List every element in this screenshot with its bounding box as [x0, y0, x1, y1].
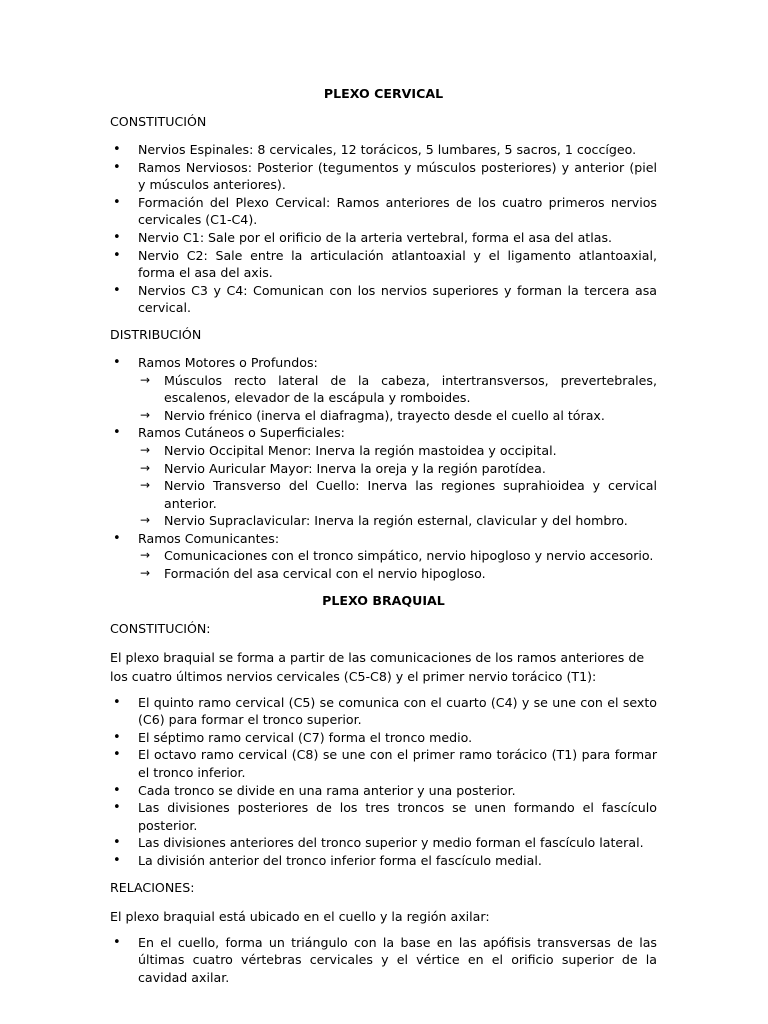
cervical-distribucion-list	[110, 354, 657, 583]
arrow-right-icon: →	[140, 442, 151, 457]
arrow-right-icon: →	[140, 407, 151, 422]
list-item: • En el cuello, forma un triángulo con la base en las apófisis transversas de las últimas cuatro vértebras cervicales y el vértice en el orificio superior de la cavidad axilar.	[113, 934, 657, 985]
bullet-icon: •	[113, 354, 121, 370]
arrow-right-icon: →	[140, 513, 151, 528]
heading-constitucion-braquial: CONSTITUCIÓN:	[110, 620, 211, 636]
bullet-icon: •	[113, 142, 121, 157]
heading-distribucion: DISTRIBUCIÓN	[110, 326, 202, 342]
list-item: • Las divisiones posteriores de los tres troncos se unen formando el fascículo posterior.	[113, 800, 657, 833]
arrow-right-icon: →	[140, 478, 151, 493]
list-item: • Nervio C2: Sale entre la articulación atlantoaxial y el ligamento atlantoaxial, forma el asa del axis.	[113, 247, 657, 281]
list-item: • Formación del Plexo Cervical: Ramos anteriores de los cuatro primeros nervios cervicales (C1-C4).	[113, 194, 657, 228]
sub-list-item: → Nervio Auricular Mayor: Inerva la oreja y la región parotídea.	[140, 460, 546, 476]
paragraph-relaciones-intro: El plexo braquial está ubicado en el cuello y la región axilar:	[110, 908, 490, 924]
list-item: • Nervio C1: Sale por el orificio de la arteria vertebral, forma el asa del atlas.	[113, 229, 613, 245]
paragraph-braquial-intro: El plexo braquial se forma a partir de las comunicaciones de los ramos anteriores de los cuatro últimos nervios cervicales (C5-C8) y el primer nervio torácico (T1):	[110, 649, 645, 684]
bullet-icon: •	[113, 282, 121, 298]
bullet-icon: •	[113, 159, 121, 175]
cervical-constitucion-list	[110, 141, 657, 317]
bullet-icon: •	[113, 800, 121, 816]
arrow-right-icon: →	[140, 372, 151, 387]
bullet-icon: •	[113, 835, 121, 851]
list-item: • La división anterior del tronco inferior forma el fascículo medial.	[113, 853, 542, 868]
bullet-icon: •	[113, 934, 121, 950]
list-item: • El quinto ramo cervical (C5) se comunica con el cuarto (C4) y se une con el sexto (C6) para formar el tronco superior.	[113, 694, 657, 728]
list-item: • El octavo ramo cervical (C8) se une con el primer ramo torácico (T1) para formar el tronco inferior.	[113, 747, 657, 781]
bullet-icon: •	[113, 229, 121, 245]
list-item: • Ramos Nerviosos: Posterior (tegumentos y músculos posteriores) y anterior (piel y músculos anteriores).	[113, 159, 657, 193]
sub-list	[138, 547, 657, 582]
sub-list	[138, 372, 657, 425]
bullet-icon: •	[113, 782, 121, 798]
list-item: • Ramos Motores o Profundos: → Músculos recto lateral de la cabeza, intertransversos, prevertebrales, escalenos, elevador de la escápula y romboides. → Nervio frénico (inerva el diafragma), trayecto desde el cuello al tórax.	[110, 354, 657, 424]
list-item: • Ramos Cutáneos o Superficiales: → Nervio Occipital Menor: Inerva la región mastoidea y occipital. → Nervio Auricular Mayor: Inerva la oreja y la región parotídea. → Nervio Transverso del Cuello: Inerva las regiones suprahioidea y cervical anterior. → Nervio Supraclavicular: Inerva la región esternal, clavicular y del hombro.	[110, 424, 657, 530]
sub-list	[138, 442, 657, 530]
sub-list-item: → Comunicaciones con el tronco simpático, nervio hipogloso y nervio accesorio.	[140, 548, 654, 564]
heading-constitucion-cervical: CONSTITUCIÓN	[110, 114, 207, 129]
arrow-right-icon: →	[140, 566, 151, 581]
list-item: • Ramos Comunicantes: → Comunicaciones con el tronco simpático, nervio hipogloso y nervio accesorio. → Formación del asa cervical con el nervio hipogloso.	[110, 530, 657, 583]
section-title-cervical: PLEXO CERVICAL	[323, 86, 444, 101]
bullet-icon: •	[113, 425, 121, 441]
list-item: • Nervios C3 y C4: Comunican con los nervios superiores y forman la tercera asa cervical.	[113, 282, 657, 316]
heading-relaciones: RELACIONES:	[110, 879, 195, 895]
document-body	[110, 84, 657, 994]
arrow-right-icon: →	[140, 548, 151, 563]
list-item: • Las divisiones anteriores del tronco superior y medio forman el fascículo lateral.	[113, 835, 644, 851]
bullet-icon: •	[113, 747, 121, 763]
bullet-icon: •	[113, 694, 121, 710]
list-item: • Nervios Espinales: 8 cervicales, 12 torácicos, 5 lumbares, 5 sacros, 1 coccígeo.	[113, 142, 637, 157]
bullet-icon: •	[113, 530, 121, 546]
braquial-relaciones-list	[110, 934, 657, 987]
bullet-icon: •	[113, 853, 121, 868]
sub-list-item: → Nervio Supraclavicular: Inerva la región esternal, clavicular y del hombro.	[140, 513, 628, 529]
bullet-icon: •	[113, 729, 121, 745]
sub-list-item: → Nervio Occipital Menor: Inerva la región mastoidea y occipital.	[140, 442, 557, 458]
sub-list-item: → Formación del asa cervical con el nervio hipogloso.	[140, 566, 486, 582]
braquial-constitucion-list	[110, 694, 657, 870]
list-item: • El séptimo ramo cervical (C7) forma el tronco medio.	[113, 729, 473, 745]
section-title-braquial: PLEXO BRAQUIAL	[322, 592, 445, 608]
list-item: • Cada tronco se divide en una rama anterior y una posterior.	[113, 782, 516, 798]
bullet-icon: •	[113, 247, 121, 263]
sub-list-item: → Nervio frénico (inerva el diafragma), trayecto desde el cuello al tórax.	[140, 407, 605, 423]
bullet-icon: •	[113, 194, 121, 210]
sub-list-item: → Nervio Transverso del Cuello: Inerva las regiones suprahioidea y cervical anterior.	[140, 478, 657, 511]
arrow-right-icon: →	[140, 460, 151, 475]
sub-list-item: → Músculos recto lateral de la cabeza, intertransversos, prevertebrales, escalenos, elevador de la escápula y romboides.	[140, 372, 657, 406]
